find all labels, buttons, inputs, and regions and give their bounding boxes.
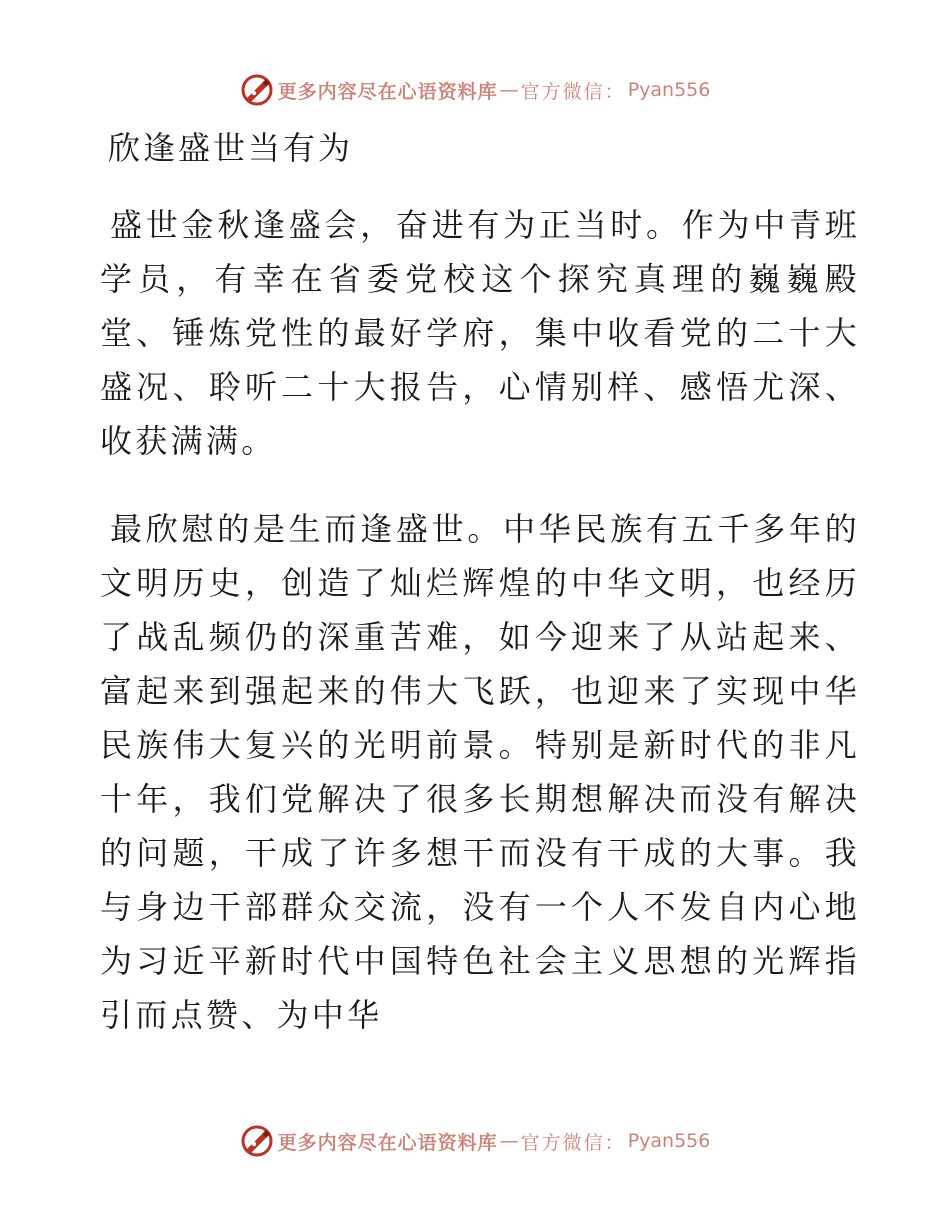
pen-circle-logo-icon bbox=[240, 1124, 274, 1158]
watermark-separator: — bbox=[499, 79, 519, 101]
footer-watermark bbox=[0, 1121, 950, 1161]
watermark-contact-id: Pyan556 bbox=[627, 79, 711, 101]
watermark-contact-id: Pyan556 bbox=[627, 1130, 711, 1152]
watermark-separator: — bbox=[499, 1130, 519, 1152]
watermark-brand: 更多内容尽在心语资料库 bbox=[277, 1131, 498, 1154]
watermark-contact-label: 官方微信： bbox=[520, 80, 626, 103]
watermark-brand: 更多内容尽在心语资料库 bbox=[277, 80, 498, 103]
watermark-contact-label: 官方微信： bbox=[520, 1131, 626, 1154]
pen-circle-logo-icon bbox=[240, 73, 274, 107]
paragraph-2: 最欣慰的是生而逢盛世。中华民族有五千多年的文明历史，创造了灿烂辉煌的中华文明，也经历了战乱频仍的深重苦难，如今迎来了从站起来、富起来到强起来的伟大飞跃，也迎来了实现中华民族伟大复兴的光明前景。特别是新时代的非凡十年，我们党解决了很多长期想解决而没有解决的问题，干成了许多想干而没有干成的大事。我与身边干部群众交流，没有一个人不发自内心地为习近平新时代中国特色社会主义思想的光辉指引而点赞、为中华 bbox=[100, 510, 860, 1034]
paragraph-1: 盛世金秋逢盛会，奋进有为正当时。作为中青班学员，有幸在省委党校这个探究真理的巍巍殿堂、锤炼党性的最好学府，集中收看党的二十大盛况、聆听二十大报告，心情别样、感悟尤深、收获满满。 bbox=[100, 206, 860, 460]
document-title: 欣逢盛世当有为 bbox=[108, 129, 354, 167]
header-watermark bbox=[0, 70, 950, 110]
